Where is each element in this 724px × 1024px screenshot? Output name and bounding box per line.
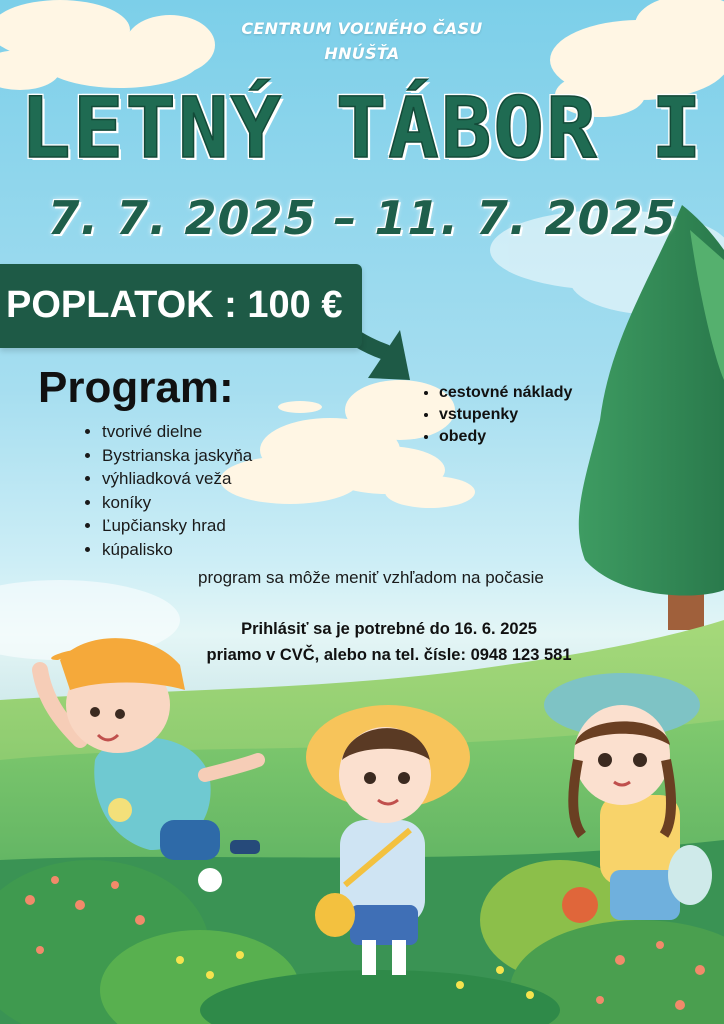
organizer-name: CENTRUM VOĽNÉHO ČASU	[241, 19, 483, 38]
program-note: program sa môže meniť vzhľadom na počasie	[198, 568, 544, 587]
list-item: • vstupenky	[439, 404, 572, 426]
program-heading: Program:	[38, 363, 234, 412]
list-item: • obedy	[439, 426, 572, 448]
list-item: • Bystrianska jaskyňa	[102, 444, 252, 468]
list-item: • koníky	[102, 491, 252, 515]
camp-dates: 7. 7. 2025 – 11. 7. 2025	[47, 191, 677, 245]
fee-label: POPLATOK : 100 €	[6, 284, 343, 326]
list-item: • tvorivé dielne	[102, 420, 252, 444]
fee-includes-list	[418, 382, 572, 448]
poster-title: LETNÝ TÁBOR I	[20, 79, 704, 177]
organizer-town: HNÚŠŤA	[324, 44, 400, 63]
registration-contact: priamo v CVČ, alebo na tel. čísle: 0948 123 581	[206, 646, 572, 664]
list-item: • cestovné náklady	[439, 382, 572, 404]
registration-deadline: Prihlásiť sa je potrebné do 16. 6. 2025	[241, 620, 537, 638]
list-item: • výhliadková veža	[102, 467, 252, 491]
program-list	[82, 420, 252, 561]
list-item: • Ľupčiansky hrad	[102, 514, 252, 538]
list-item: • kúpalisko	[102, 538, 252, 562]
